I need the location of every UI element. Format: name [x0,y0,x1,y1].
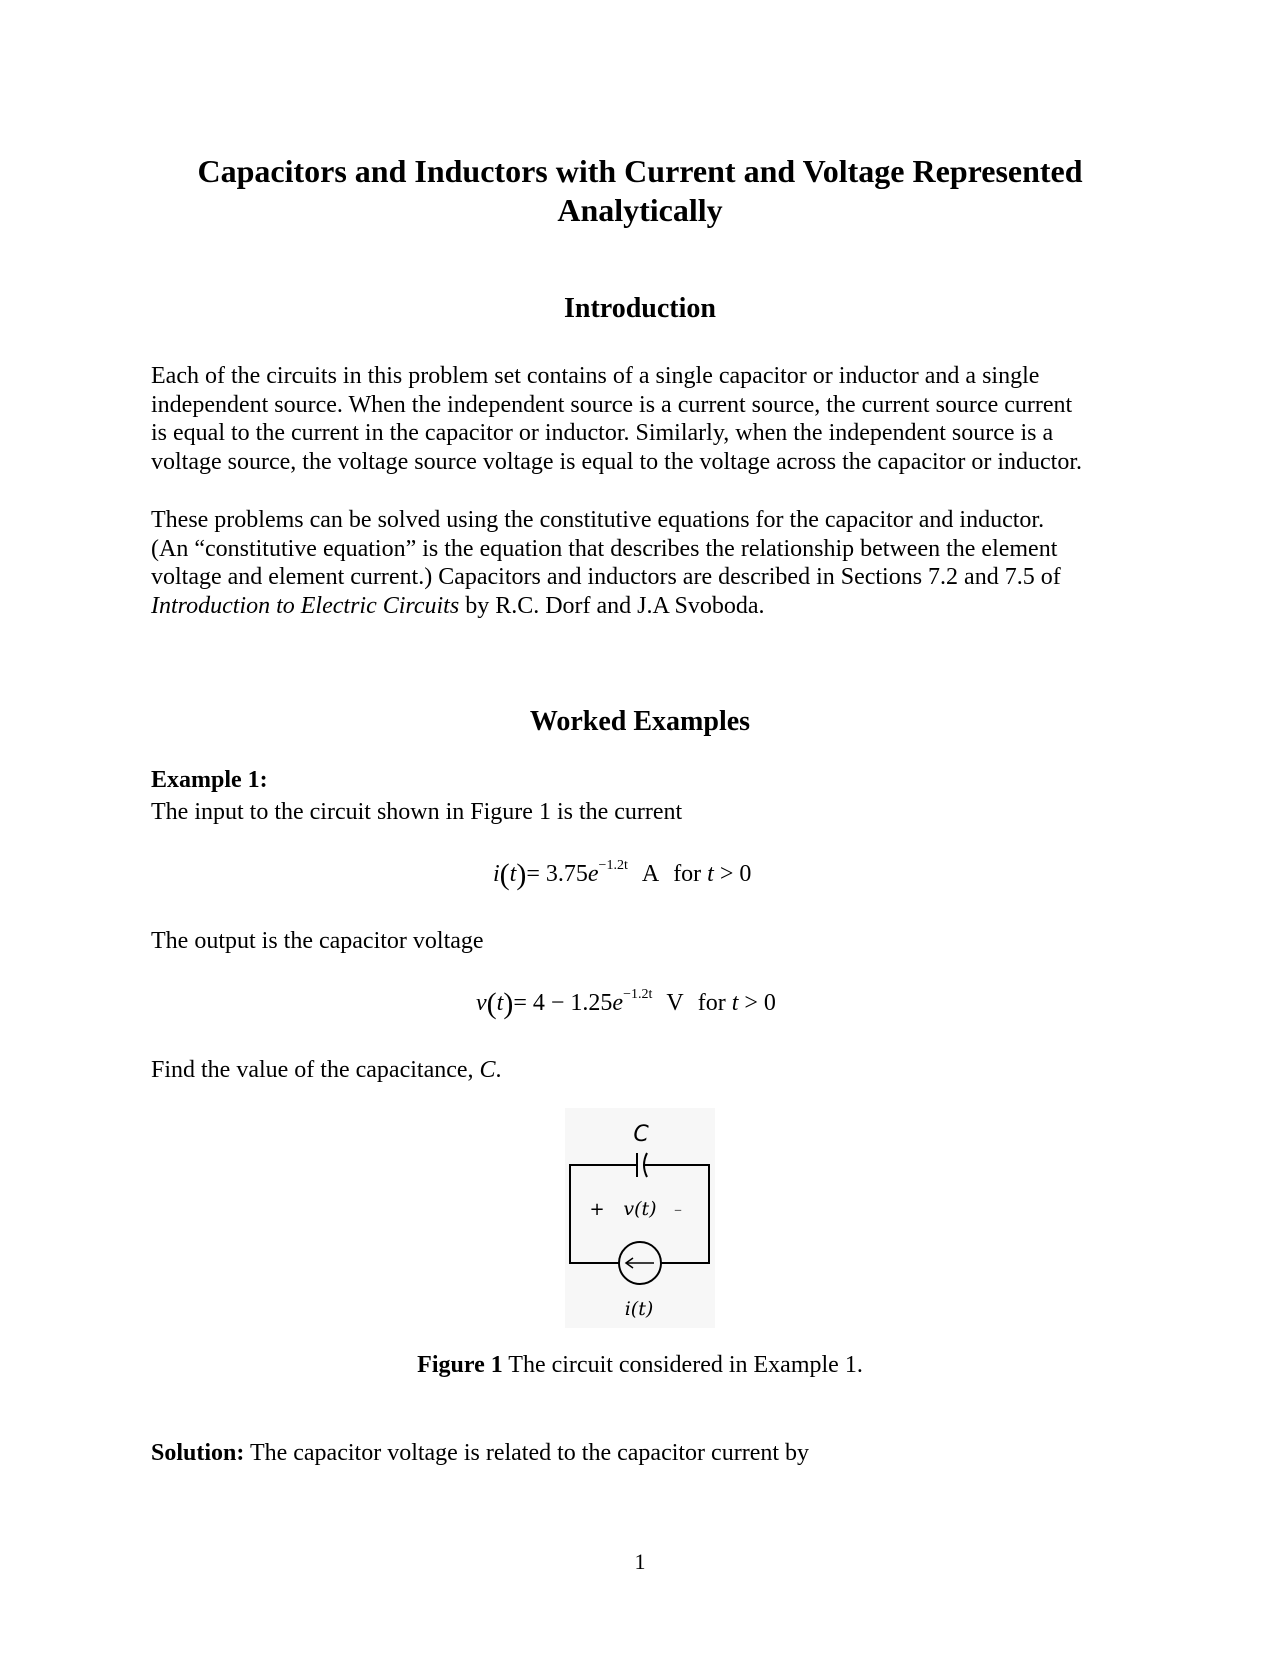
find-text: Find the value of the capacitance, [151,1057,480,1083]
capacitor-label: C [633,1122,649,1147]
eq-rhs: = 3.75 [526,861,588,887]
title-line-1: Capacitors and Inductors with Current and Voltage Represented [197,153,1083,189]
find-end: . [495,1057,502,1083]
eq-unit: V [666,990,684,1016]
eq-cond-rest: > 0 [738,990,776,1016]
current-label: i(t) [624,1298,654,1320]
voltage-label: v(t) [623,1198,657,1220]
eq-exponent: −1.2t [598,858,628,873]
eq-cond-for: for [673,861,702,887]
eq-cond-var: t [707,861,714,887]
example-1-find-text [151,1056,1151,1085]
book-credit: by R.C. Dorf and J.A Svoboda. [459,593,765,620]
eq-fn: i [493,861,500,887]
eq-base: e [587,861,599,887]
example-1-input-text: The input to the circuit shown in Figure 1 is the current [151,799,683,825]
intro-paragraph-1 [151,362,1151,477]
worked-examples-heading: Worked Examples [529,706,751,737]
eq-rhs: = 4 − 1.25 [513,990,613,1016]
solution-text [151,1439,1151,1468]
caption-text: The circuit considered in Example 1. [502,1352,863,1378]
eq-var: t [509,861,517,887]
caption-label: Figure 1 [417,1352,503,1378]
intro-p1-line: is equal to the current in the capacitor or inductor. Similarly, when the independent source is a [151,420,1054,447]
voltage-equation: $v(t)= 4 - 1.25e^{-1.2t}$ V for t > 0 [476,987,776,1020]
intro-p2-line: voltage and element current.) Capacitors and inductors are described in Sections 7.2 and 7.5 of [151,564,1061,591]
current-equation: $i(t)= 3.75e^{-1.2t}$ A for t > 0 [493,858,752,891]
page-number: 1 [634,1549,646,1574]
solution-body: The capacitor voltage is related to the capacitor current by [244,1440,810,1466]
intro-p2-line [151,592,1151,621]
minus-sign: – [674,1200,682,1219]
eq-exponent: −1.2t [623,987,653,1002]
eq-cond-for: for [697,990,726,1016]
title-line-2: Analytically [557,192,723,228]
intro-p1-line: voltage source, the voltage source voltage is equal to the voltage across the capacitor or inductor. [151,449,1083,476]
plus-sign: + [589,1199,605,1220]
intro-p1-line: independent source. When the independent source is a current source, the current source current [151,391,1073,418]
intro-p2-line: (An “constitutive equation” is the equation that describes the relationship between the element [151,535,1058,562]
page-title [140,152,1140,230]
example-1-output-text: The output is the capacitor voltage [151,928,484,954]
intro-paragraph-2 [151,506,1151,621]
introduction-heading: Introduction [564,293,716,324]
solution-label: Solution: [151,1440,245,1466]
intro-p1-line: Each of the circuits in this problem set contains of a single capacitor or inductor and a single [151,363,1040,389]
eq-fn: v [476,990,487,1016]
circuit-diagram [565,1108,715,1328]
figure-caption [140,1352,1140,1379]
example-1-label: Example 1: [151,767,268,793]
eq-cond-var: t [731,990,739,1016]
eq-unit: A [641,861,660,887]
eq-var: t [496,990,504,1016]
intro-p2-line: These problems can be solved using the constitutive equations for the capacitor and inductor. [151,507,1045,533]
eq-base: e [612,990,624,1016]
book-title: Introduction to Electric Circuits [151,593,460,620]
eq-cond-rest: > 0 [713,861,752,887]
find-var: C [479,1057,496,1083]
